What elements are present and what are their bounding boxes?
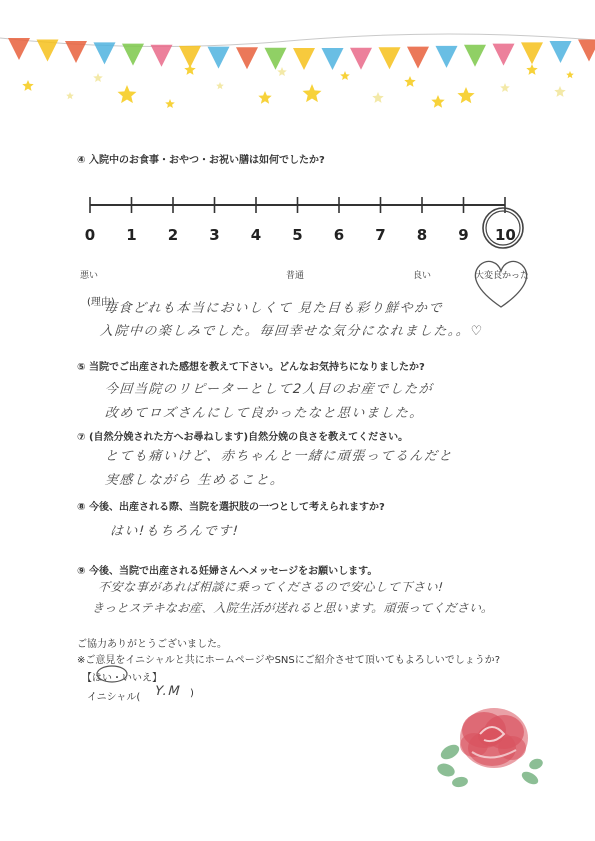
bunting-flag [407, 47, 429, 69]
bunting-flag [436, 46, 458, 68]
heart-doodle [466, 245, 536, 315]
rose-leaf [528, 757, 545, 771]
question-9-title: ⑨ 今後、当院で出産される妊婦さんへメッセージをお願いします。 [77, 566, 378, 577]
bunting-flag [265, 48, 287, 70]
scale-label-bad: 悪い [80, 271, 99, 281]
bunting-flag [521, 42, 543, 64]
initial-label: イニシャル( [87, 692, 141, 703]
star-icon [258, 91, 271, 104]
star-icon [216, 82, 224, 89]
rose-leaf [520, 769, 541, 787]
scale-number: 10 [495, 226, 516, 244]
scale-number: 7 [375, 226, 386, 244]
rose-leaf [435, 761, 456, 778]
scale-label-great: 大変良かった [475, 271, 530, 281]
q9-answer-line-1: 不安な事があれば相談に乗ってくださるので安心して下さい! [97, 580, 445, 594]
star-icon [372, 92, 383, 103]
star-icon [526, 64, 537, 75]
scale-number: 3 [209, 226, 220, 244]
permission-question: ※ご意見をイニシャルと共にホームページやSNSにご紹介させて頂いてもよろしいでしょうか? [77, 655, 501, 666]
bunting-flag [37, 39, 59, 61]
star-icon [340, 71, 350, 80]
star-icon [457, 87, 474, 103]
bunting-flag [151, 45, 173, 67]
rose-leaf [451, 776, 468, 789]
bunting-flag [350, 48, 372, 70]
q7-answer-line-1: とても痛いけど、赤ちゃんと一緒に頑張ってるんだと [104, 449, 454, 464]
q5-answer-line-2: 改めてロズさんにして良かったなと思いました。 [104, 406, 425, 421]
bunting-flag [122, 44, 144, 66]
q5-answer-line-1: 今回当院のリピーターとして2人目のお産でしたが [104, 382, 434, 397]
q9-answer-line-2: きっとステキなお産、入院生活が送れると思います。頑張ってください。 [91, 601, 494, 615]
question-5-title: ⑤ 当院でご出産された感想を教えて下さい。どんなお気持ちになりましたか? [77, 362, 425, 373]
rose-leaf [438, 742, 461, 762]
star-icon [566, 71, 574, 78]
q4-answer-line-2: 入院中の楽しみでした。毎回幸せな気分になれました。。♡ [99, 324, 485, 339]
scale-number: 5 [292, 226, 303, 244]
scale-label-normal: 普通 [286, 271, 305, 281]
question-7-title: ⑦ (自然分娩された方へお尋ねします)自然分娩の良さを教えてください。 [77, 432, 409, 443]
star-icon [93, 73, 103, 82]
permission-choice: 【はい・いいえ】 [82, 673, 162, 684]
thanks-text: ご協力ありがとうございました。 [77, 639, 227, 650]
bunting-flag [293, 48, 315, 70]
initial-value: Y.M [154, 684, 182, 699]
star-icon [165, 99, 175, 108]
star-icon [404, 76, 415, 87]
bunting-flag [578, 39, 595, 61]
star-icon [66, 92, 74, 99]
scale-number: 4 [250, 226, 262, 244]
bunting-flag [464, 45, 486, 67]
bunting-flag [379, 47, 401, 69]
scale-number: 0 [84, 226, 96, 244]
scale-number: 8 [416, 226, 428, 244]
question-4-title: ④ 入院中のお食事・おやつ・お祝い膳は如何でしたか? [77, 155, 325, 166]
scale-number: 9 [458, 226, 469, 244]
star-icon [277, 67, 287, 76]
bunting-flag [236, 47, 258, 69]
bunting-flag [322, 48, 344, 70]
star-icon [303, 84, 322, 102]
bunting-flag [493, 44, 515, 66]
rating-scale-line [80, 190, 520, 220]
star-icon [22, 80, 33, 91]
scale-label-good: 良い [413, 271, 432, 281]
bunting-flag [65, 41, 87, 63]
bunting-flag [94, 42, 116, 64]
scale-number: 6 [333, 226, 345, 244]
star-icon [431, 95, 444, 108]
yes-circle-mark [95, 664, 129, 684]
star-icon [118, 85, 137, 103]
q8-answer: はい!もちろんです! [109, 524, 240, 539]
scale-number: 2 [167, 226, 179, 244]
scale-number: 1 [126, 226, 137, 244]
star-icon [500, 83, 510, 92]
rose-stamp [432, 690, 552, 800]
bunting-flag [550, 41, 572, 63]
bunting-decoration [0, 0, 595, 125]
star-icon [184, 64, 195, 75]
question-8-title: ⑧ 今後、出産される際、当院を選択肢の一つとして考えられますか? [77, 502, 385, 513]
q7-answer-line-2: 実感しながら 生めること。 [104, 473, 286, 488]
initial-close: ) [190, 688, 194, 699]
star-icon [554, 86, 565, 97]
bunting-flag [208, 47, 230, 69]
bunting-flag [8, 38, 30, 60]
q4-answer-line-1: 毎食どれも本当においしくて 見た目も彩り鮮やかで [103, 301, 444, 316]
reason-label: (理由) [87, 297, 115, 308]
